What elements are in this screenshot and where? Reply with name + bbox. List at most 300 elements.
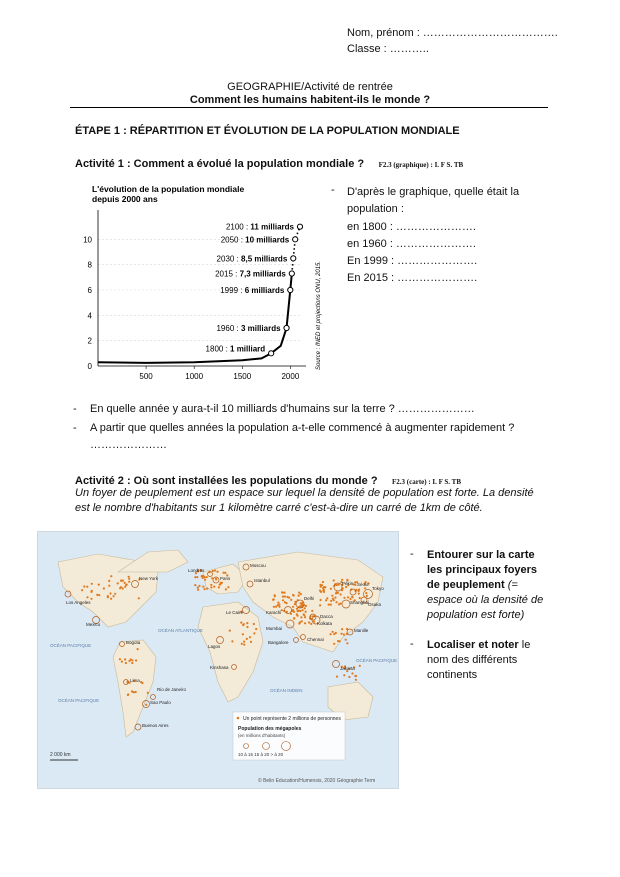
population-dot	[255, 628, 257, 630]
city-label: Paris	[220, 576, 231, 581]
document-question: Comment les humains habitent-ils le monde ?	[189, 94, 431, 106]
chart-source: Source : INED et projections ONU, 2015.	[316, 260, 322, 370]
population-dot	[103, 587, 105, 589]
population-dot	[194, 576, 196, 578]
instruction-2	[427, 638, 552, 683]
city-label: Kinshasa	[210, 665, 229, 670]
population-dot	[330, 633, 332, 635]
population-dot	[114, 593, 116, 595]
africa-shape	[198, 602, 263, 702]
population-dot	[290, 599, 292, 601]
population-dot	[145, 704, 147, 706]
chart-data-point	[291, 256, 296, 261]
map-scale-label: 2 000 km	[50, 752, 71, 758]
population-dot	[91, 590, 93, 592]
city-label: Rio de Janeiro	[157, 687, 187, 692]
definition-line1: Un foyer de peuplement est un espace sur lequel la densité de population est forte. La densité	[75, 487, 534, 499]
chart-title-line2: depuis 2000 ans	[92, 194, 158, 204]
population-dot	[241, 643, 243, 645]
population-dot	[365, 592, 367, 594]
population-dot	[304, 616, 306, 618]
population-dot	[253, 623, 255, 625]
population-dot	[196, 576, 198, 578]
question-b: A partir que quelles années la population a-t-elle commencé à augmenter rapidement ?	[90, 422, 515, 434]
megacity-circle	[294, 638, 299, 643]
city-label: Los Angeles	[66, 600, 91, 605]
population-dot	[90, 598, 92, 600]
population-dot	[330, 604, 332, 606]
chart-x-tick-label: 2000	[281, 372, 300, 381]
population-dot	[364, 587, 366, 589]
population-dot	[301, 620, 303, 622]
chart-data-label-value: 10 milliards	[245, 235, 290, 245]
population-dot	[110, 598, 112, 600]
activite2-code: F2.3 (carte) : I. F S. TB	[392, 478, 462, 486]
population-dot	[352, 596, 354, 598]
population-dot	[108, 580, 110, 582]
population-dot	[128, 581, 130, 583]
question-b-dots: …………………	[90, 439, 167, 451]
chart-origin-label: 0	[87, 362, 92, 371]
chart-y-tick-label: 10	[83, 235, 92, 245]
population-dot	[109, 592, 111, 594]
chart-data-label-year: 2100 :	[225, 222, 251, 232]
population-dot	[224, 572, 226, 574]
population-dot	[340, 633, 342, 635]
population-dot	[282, 592, 284, 594]
population-dot	[358, 593, 360, 595]
population-dot	[201, 575, 203, 577]
population-dot	[213, 586, 215, 588]
population-dot	[303, 613, 305, 615]
population-dot	[305, 611, 307, 613]
city-label: Lagos	[208, 644, 221, 649]
world-map-svg	[38, 532, 398, 788]
population-dot	[321, 584, 323, 586]
city-label: New York	[139, 576, 159, 581]
population-dot	[288, 597, 290, 599]
population-dot	[335, 592, 337, 594]
population-dot	[210, 584, 212, 586]
header-divider	[70, 107, 548, 108]
population-dot	[204, 579, 206, 581]
population-dot	[300, 616, 302, 618]
population-dot	[204, 576, 206, 578]
population-dot	[336, 601, 338, 603]
city-label: Delhi	[304, 596, 315, 601]
chart-x-tick-label: 1000	[185, 372, 204, 381]
population-dot	[198, 585, 200, 587]
population-dot	[275, 606, 277, 608]
chart-data-label-value: 7,3 milliards	[239, 269, 286, 279]
population-dot	[131, 662, 133, 664]
city-label: Moscou	[250, 563, 266, 568]
population-dot	[347, 596, 349, 598]
population-dot	[119, 658, 121, 660]
population-dot	[348, 676, 350, 678]
population-dot	[300, 593, 302, 595]
population-dot	[246, 638, 248, 640]
population-dot	[121, 661, 123, 663]
population-dot	[242, 633, 244, 635]
chart-y-tick-label: 6	[87, 286, 92, 295]
population-dot	[86, 596, 88, 598]
chart-data-label	[215, 270, 286, 279]
population-dot	[91, 583, 93, 585]
city-label: Tokyo	[372, 586, 384, 591]
definition-line2: est le nombre d'habitants sur 1 kilomètre carré c'est-à-dire un carré de 1km de côté.	[75, 502, 483, 514]
population-dot	[301, 603, 303, 605]
city-label: Osaka	[368, 602, 382, 607]
population-dot	[243, 644, 245, 646]
population-chart	[72, 180, 332, 390]
legend-line1: Un point représente 2 millions de personnes	[243, 716, 341, 722]
population-dot	[243, 641, 245, 643]
chart-data-point	[289, 271, 294, 276]
population-dot	[338, 584, 340, 586]
population-dot	[340, 593, 342, 595]
etape-heading: ÉTAPE 1 : RÉPARTITION ET ÉVOLUTION DE LA POPULATION MONDIALE	[75, 125, 460, 137]
population-dot	[197, 589, 199, 591]
population-dot	[296, 608, 298, 610]
population-dot	[218, 586, 220, 588]
chart-data-point	[288, 287, 293, 292]
map-legend	[233, 712, 345, 760]
population-dot	[253, 632, 255, 634]
population-dot	[354, 581, 356, 583]
population-dot	[202, 586, 204, 588]
chart-data-point	[297, 224, 302, 229]
chart-y-tick-label: 4	[87, 311, 92, 321]
map-credit: © Belin Education/Humensis, 2020 Géographie Term	[258, 778, 376, 784]
activite1-title: Activité 1 : Comment a évolué la population mondiale ?	[75, 158, 365, 170]
legend-sizes: 10 à 15 15 à 20 > à 20	[238, 752, 284, 757]
population-dot	[98, 584, 100, 586]
population-dot	[358, 589, 360, 591]
city-label: Londres	[188, 568, 205, 573]
population-dot	[229, 630, 231, 632]
population-dot	[366, 595, 368, 597]
population-dot	[286, 602, 288, 604]
activite2-title: Activité 2 : Où sont installées les populations du monde ?	[75, 475, 378, 487]
population-dot	[147, 692, 149, 694]
population-dot	[336, 676, 338, 678]
megacity-circle	[333, 661, 340, 668]
dash-intro: -	[331, 184, 335, 196]
city-label: Karachi	[266, 610, 282, 615]
population-dot	[298, 610, 300, 612]
chart-data-label-year: 1800 :	[205, 344, 231, 354]
population-dot	[124, 658, 126, 660]
population-dot	[355, 675, 357, 677]
city-label: Sao Paulo	[150, 700, 171, 705]
population-dot	[278, 606, 280, 608]
population-dot	[231, 640, 233, 642]
population-dot	[240, 622, 242, 624]
population-dot	[113, 595, 115, 597]
chart-data-label-year: 1999 :	[220, 286, 245, 295]
q-2015: En 2015 : ………………….	[347, 272, 478, 284]
population-dot	[311, 610, 313, 612]
ocean-label-indian: OCÉAN INDIEN	[270, 688, 303, 693]
population-dot	[302, 609, 304, 611]
chart-series-line-projected	[292, 227, 300, 274]
q-1960: en 1960 : ………………….	[347, 238, 476, 250]
population-dot	[339, 640, 341, 642]
population-dot	[332, 631, 334, 633]
activite1-code: F2.3 (graphique) : I. F S. TB	[378, 161, 464, 169]
population-dot	[283, 592, 285, 594]
chart-data-label-value: 3 milliards	[240, 324, 281, 333]
city-label: Mexico	[86, 622, 101, 627]
population-dot	[128, 578, 130, 580]
population-dot	[323, 586, 325, 588]
population-dot	[197, 587, 199, 589]
population-dot	[96, 594, 98, 596]
activite1-heading	[75, 154, 463, 172]
population-dot	[298, 595, 300, 597]
population-dot	[351, 672, 353, 674]
population-dot	[227, 586, 229, 588]
population-dot	[128, 660, 130, 662]
population-dot	[128, 576, 130, 578]
chart-data-label-year: 2050 :	[220, 235, 246, 245]
population-dot	[86, 586, 88, 588]
population-dot	[215, 578, 217, 580]
population-dot	[222, 572, 224, 574]
population-dot	[326, 597, 328, 599]
population-dot	[206, 588, 208, 590]
city-label: Chennai	[307, 637, 324, 642]
population-dot	[282, 596, 284, 598]
city-label: Buenos Aires	[142, 723, 169, 728]
instruction-1	[427, 548, 552, 623]
population-dot	[225, 588, 227, 590]
city-label: Istanbul	[254, 578, 270, 583]
legend-line3: (en millions d'habitants)	[238, 733, 286, 738]
population-dot	[298, 592, 300, 594]
population-dot	[313, 620, 315, 622]
population-dot	[108, 585, 110, 587]
chart-data-label	[206, 344, 266, 353]
population-dot	[304, 622, 306, 624]
population-dot	[338, 603, 340, 605]
city-label: Bogota	[126, 640, 141, 645]
chart-data-label-value: 11 milliards	[250, 222, 294, 232]
population-dot	[319, 604, 321, 606]
population-dot	[341, 628, 343, 630]
population-dot	[293, 617, 295, 619]
chart-data-label	[226, 223, 295, 232]
population-dot	[343, 597, 345, 599]
population-dot	[119, 587, 121, 589]
population-dot	[81, 589, 83, 591]
population-dot	[246, 622, 248, 624]
chart-data-label-value: 1 milliard	[230, 344, 266, 354]
city-label: Shanghai	[350, 600, 370, 605]
population-dot	[131, 659, 133, 661]
population-dot	[292, 609, 294, 611]
population-dot	[333, 643, 335, 645]
q-1999: En 1999 : ………………….	[347, 255, 478, 267]
population-dot	[282, 599, 284, 601]
dash-question-a: -	[73, 403, 77, 415]
population-dot	[274, 595, 276, 597]
population-dot	[330, 600, 332, 602]
population-dot	[127, 694, 129, 696]
population-dot	[328, 604, 330, 606]
dash-instr2: -	[410, 638, 414, 650]
population-dot	[278, 604, 280, 606]
population-dot	[246, 626, 248, 628]
population-dot	[331, 595, 333, 597]
name-field-label: Nom, prénom : ……………………………….	[347, 27, 558, 39]
chart-data-label	[220, 286, 285, 295]
ocean-label-atlantic: OCÉAN ATLANTIQUE	[158, 628, 203, 633]
chart-data-label-year: 2030 :	[216, 254, 242, 264]
population-dot	[220, 582, 222, 584]
population-dot	[131, 690, 133, 692]
population-dot	[320, 591, 322, 593]
city-label: Jakarta	[340, 666, 355, 671]
population-dot	[83, 585, 85, 587]
document-title: GEOGRAPHIE/Activité de rentrée	[227, 81, 393, 93]
population-dot	[194, 584, 196, 586]
city-label: Séoul	[357, 582, 369, 587]
population-chart-svg	[72, 180, 332, 390]
city-label: Dacca	[320, 614, 333, 619]
population-dot	[126, 584, 128, 586]
ocean-label-pacific-east: OCÉAN PACIFIQUE	[356, 658, 398, 663]
population-dot	[121, 580, 123, 582]
population-dot	[334, 597, 336, 599]
population-dot	[298, 622, 300, 624]
chart-y-tick-label: 2	[87, 336, 92, 346]
population-dot	[110, 575, 112, 577]
instruction-1-bold: Entourer sur la carte les principaux foyers de peuplement	[427, 549, 538, 591]
population-dot	[277, 602, 279, 604]
population-dot	[345, 586, 347, 588]
city-label: Lima	[130, 678, 140, 683]
population-dot	[135, 691, 137, 693]
ocean-label-pacific-south: OCÉAN PACIFIQUE	[58, 698, 100, 703]
chart-data-point	[284, 325, 289, 330]
population-dot	[137, 648, 139, 650]
class-field-label: Classe : ………..	[347, 43, 429, 55]
population-dot	[359, 665, 361, 667]
dash-question-b: -	[73, 422, 77, 434]
population-dot	[343, 633, 345, 635]
population-dot	[322, 589, 324, 591]
population-dot	[124, 582, 126, 584]
population-dot	[284, 595, 286, 597]
population-dot	[140, 681, 142, 683]
legend-dot	[237, 717, 240, 720]
population-dot	[325, 599, 327, 601]
megacity-circle	[135, 724, 141, 730]
population-dot	[310, 623, 312, 625]
population-dot	[107, 596, 109, 598]
population-dot	[333, 579, 335, 581]
instruction-2-bold: Localiser et noter	[427, 639, 519, 651]
chart-data-label-year: 2015 :	[215, 269, 240, 279]
legend-line2: Population des mégapoles	[238, 726, 302, 732]
population-dot	[293, 594, 295, 596]
city-label: Bangalore	[268, 640, 289, 645]
chart-y-tick-label: 8	[87, 260, 92, 270]
population-dot	[333, 599, 335, 601]
population-dot	[210, 586, 212, 588]
population-dot	[322, 581, 324, 583]
city-label: Pékin	[342, 581, 354, 586]
population-dot	[304, 607, 306, 609]
population-dot	[330, 588, 332, 590]
question-a: En quelle année y aura-t-il 10 milliards d'humains sur la terre ? …………………	[90, 403, 475, 415]
population-dot	[117, 582, 119, 584]
city-label: Mumbai	[266, 626, 283, 631]
population-dot	[206, 576, 208, 578]
population-dot	[320, 599, 322, 601]
city-label: Kolkata	[317, 621, 333, 626]
megacity-circle	[151, 695, 156, 700]
instruction-1-italic: (= espace où la densité de population est forte)	[427, 579, 544, 621]
population-dot	[249, 636, 251, 638]
ocean-label-pacific-west: OCÉAN PACIFIQUE	[50, 643, 92, 648]
population-dot	[333, 633, 335, 635]
population-dot	[273, 606, 275, 608]
instruction-2-rest: le nom des différents continents	[427, 639, 531, 681]
population-dot	[250, 641, 252, 643]
chart-data-label-year: 1960 :	[216, 324, 241, 333]
city-label: Manille	[354, 628, 369, 633]
population-dot	[98, 594, 100, 596]
population-dot	[359, 597, 361, 599]
population-dot	[345, 639, 347, 641]
population-dot	[272, 599, 274, 601]
chart-data-point	[269, 351, 274, 356]
population-dot	[242, 624, 244, 626]
chart-data-label-value: 6 milliards	[244, 286, 285, 295]
population-dot	[305, 605, 307, 607]
population-dot	[346, 642, 348, 644]
dash-instr1: -	[410, 548, 414, 560]
population-dot	[204, 588, 206, 590]
chart-title-line1: L'évolution de la population mondiale	[92, 184, 245, 194]
population-dot	[135, 659, 137, 661]
population-dot	[212, 570, 214, 572]
population-dot	[355, 679, 357, 681]
population-dot	[292, 606, 294, 608]
q-intro: D'après le graphique, quelle était la population :	[347, 186, 520, 215]
chart-annotations	[206, 223, 303, 356]
chart-data-label	[216, 324, 281, 333]
chart-data-label	[217, 254, 288, 263]
population-dot	[124, 586, 126, 588]
chart-data-label	[221, 235, 290, 244]
population-dot	[138, 597, 140, 599]
population-dot	[296, 613, 298, 615]
chart-x-tick-label: 500	[139, 372, 153, 381]
population-dot	[343, 674, 345, 676]
population-dot	[125, 662, 127, 664]
population-dot	[216, 571, 218, 573]
chart-data-label-value: 8,5 milliards	[241, 254, 288, 264]
population-dot	[214, 569, 216, 571]
q-1800: en 1800 : ………………….	[347, 221, 476, 233]
world-population-map	[37, 531, 399, 789]
chart-x-tick-label: 1500	[233, 372, 252, 381]
chart-data-point	[293, 237, 298, 242]
